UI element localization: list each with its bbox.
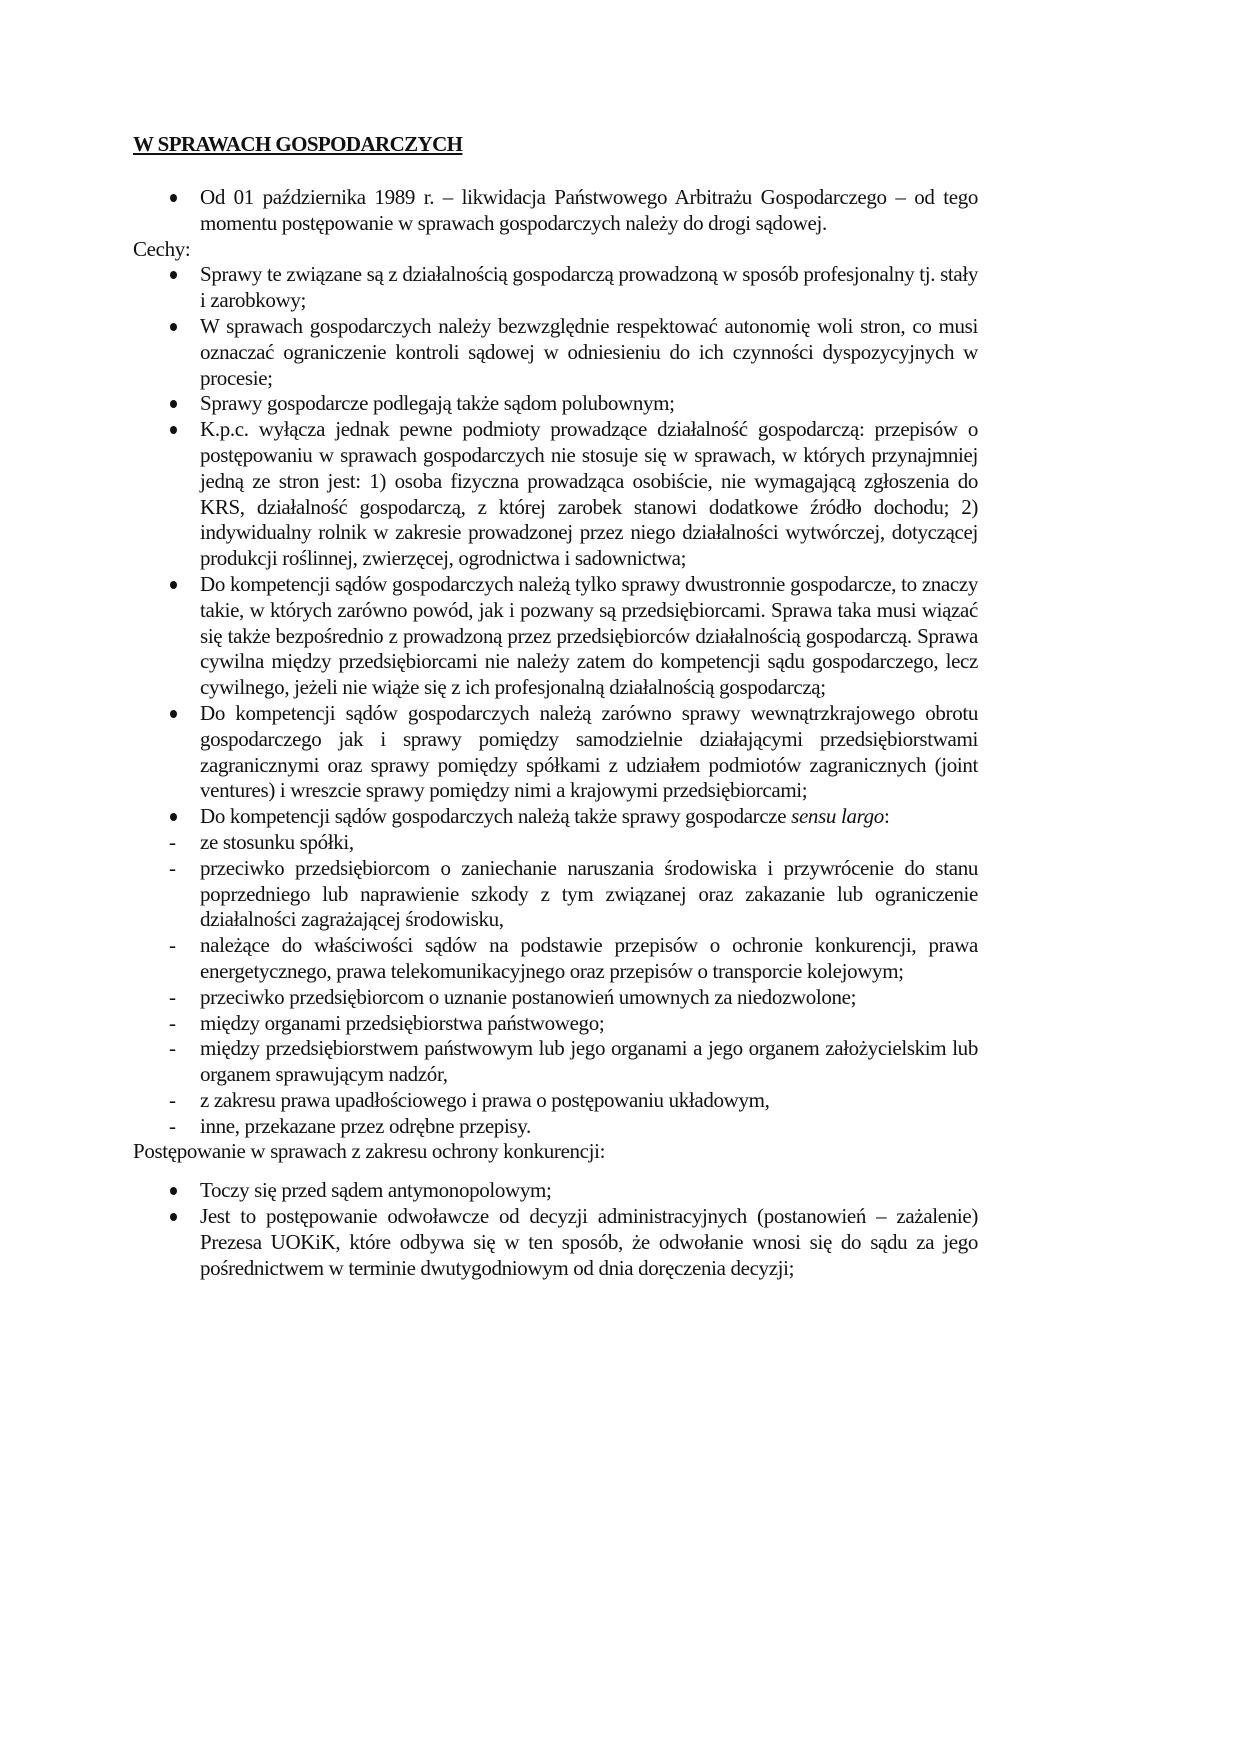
dash-item <box>133 830 978 856</box>
dash-item <box>133 1088 978 1114</box>
list-item <box>133 262 978 314</box>
dash-item <box>133 933 978 985</box>
dash-item <box>133 1036 978 1088</box>
list-item-text: Toczy się przed sądem antymonopolowym; <box>200 1178 552 1203</box>
dash-item-text: między przedsiębiorstwem państwowym lub jego organami a jego organem założycielskim lub organem sprawującym nadzór, <box>200 1036 978 1087</box>
list-item <box>133 185 978 237</box>
list-item-text: Od 01 października 1989 r. – likwidacja Państwowego Arbitrażu Gospodarczego – od tego momentu postępowanie w sprawach gospodarczych należy do drogi sądowej. <box>200 185 978 235</box>
list-item <box>133 1178 978 1204</box>
document-title: W SPRAWACH GOSPODARCZYCH <box>133 132 463 156</box>
dash-item-text: należące do właściwości sądów na podstawie przepisów o ochronie konkurencji, prawa energetycznego, prawa telekomunikacyjnego oraz przepisów o transporcie kolejowym; <box>200 933 978 983</box>
list-item-text: K.p.c. wyłącza jednak pewne podmioty prowadzące działalność gospodarczą: przepisów o postępowaniu w sprawach gospodarczych nie stosuje się w sprawach, w których przynajmniej jedną ze stron jest: 1) osoba fizyczna prowadząca osobiście, nie wymagającą zgłoszenia do KRS, działalność gospodarczą, z której zarobek stanowi dodatkowe źródło dochodu; 2) indywidualny rolnik w zakresie prowadzonej przez niego działalności wytwórczej, dotyczącej produkcji roślinnej, zwierzęcej, ogrodnictwa i sadownictwa; <box>200 417 978 571</box>
dash-item-text: inne, przekazane przez odrębne przepisy. <box>200 1113 531 1138</box>
list-item-text: W sprawach gospodarczych należy bezwzględnie respektować autonomię woli stron, co musi oznaczać ograniczenie kontroli sądowej w odniesieniu do ich czynności dyspozycyjnych w procesie; <box>200 313 978 390</box>
dash-item-text: przeciwko przedsiębiorcom o uznanie postanowień umownych za niedozwolone; <box>200 984 857 1009</box>
list-item-text: Do kompetencji sądów gospodarczych należą tylko sprawy dwustronnie gospodarcze, to znaczy takie, w których zarówno powód, jak i pozwany są przedsiębiorcami. Sprawa taka musi wiązać się także bezpośrednio z prowadzoną przez przedsiębiorców działalnością gospodarczą. Sprawa cywilna między przedsiębiorcami nie należy zatem do kompetencji sądu gospodarczego, lecz cywilnego, jeżeli nie wiąże się z ich profesjonalną działalnością gospodarczą; <box>200 571 978 700</box>
list-item <box>133 314 978 391</box>
sensu-pre: Do kompetencji sądów gospodarczych należą także sprawy gospodarcze <box>200 804 792 829</box>
dash-item <box>133 1011 978 1037</box>
list-item <box>133 391 978 417</box>
list-item <box>133 701 978 804</box>
sensu-em: sensu largo <box>791 804 884 829</box>
dash-item <box>133 985 978 1011</box>
main-content <box>133 185 978 1281</box>
dash-item <box>133 1114 978 1140</box>
list-item-text: Do kompetencji sądów gospodarczych należą zarówno sprawy wewnątrzkrajowego obrotu gospodarczego jak i sprawy pomiędzy samodzielnie działającymi przedsiębiorstwami zagranicznymi oraz sprawy pomiędzy spółkami z udziałem podmiotów zagranicznych (joint ventures) i wreszcie sprawy pomiędzy nimi a krajowymi przedsiębiorcami; <box>200 700 978 803</box>
list-item <box>133 1204 978 1281</box>
list-item-text: Sprawy gospodarcze podlegają także sądom polubownym; <box>200 391 675 416</box>
dash-item-text: między organami przedsiębiorstwa państwowego; <box>200 1010 605 1035</box>
dash-item-text: przeciwko przedsiębiorcom o zaniechanie naruszania środowiska i przywrócenie do stanu poprzedniego lub naprawienie szkody z tym związanej oraz zakazanie lub ograniczenie działalności zagrażającej środowisku, <box>200 855 978 932</box>
list-item-sensu-largo <box>133 804 978 830</box>
list-item <box>133 417 978 572</box>
section-label-konkurencja: Postępowanie w sprawach z zakresu ochrony konkurencji: <box>133 1139 606 1164</box>
dash-item <box>133 856 978 933</box>
dash-item-text: ze stosunku spółki, <box>200 829 354 854</box>
list-item-text: Sprawy te związane są z działalnością gospodarczą prowadzoną w sposób profesjonalny tj. stały i zarobkowy; <box>200 262 978 313</box>
dash-item-text: z zakresu prawa upadłościowego i prawa o postępowaniu układowym, <box>200 1087 770 1112</box>
list-item-text: Jest to postępowanie odwoławcze od decyzji administracyjnych (postanowień – zażalenie) Prezesa UOKiK, które odbywa się w ten sposób, że odwołanie wnosi się do sądu za jego pośrednictwem w terminie dwutygodniowym od dnia doręczenia decyzji; <box>200 1204 978 1280</box>
sensu-post: : <box>883 804 890 829</box>
list-item <box>133 572 978 701</box>
section-label-cechy: Cechy: <box>133 236 191 261</box>
